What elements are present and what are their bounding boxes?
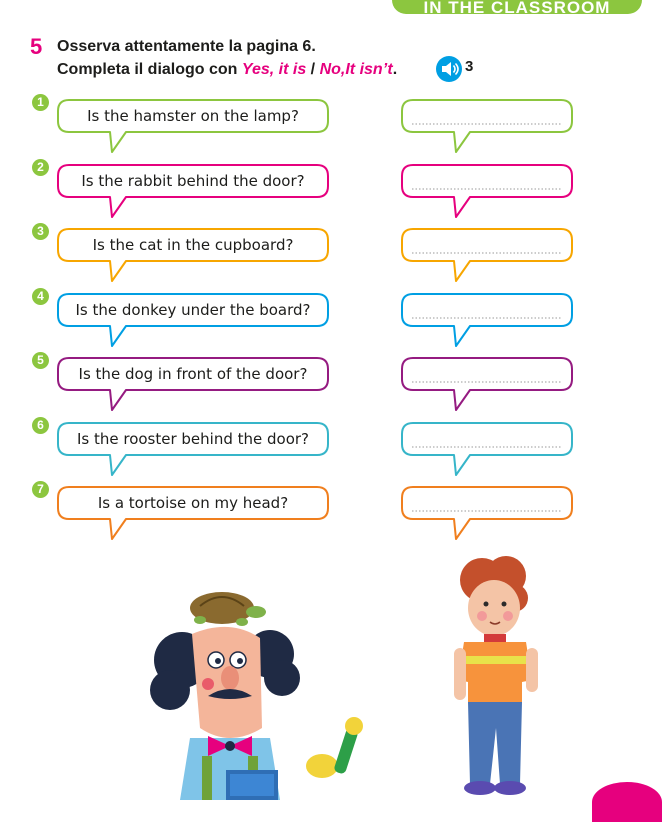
answer-bubble-7-outline — [402, 487, 572, 539]
answer-bubble-5-outline — [402, 358, 572, 410]
item-number-6: 6 — [32, 417, 49, 434]
item-number-3: 3 — [32, 223, 49, 240]
question-text-5: Is the dog in front of the door? — [78, 365, 308, 383]
instruction-prefix: Completa il dialogo con — [57, 61, 242, 78]
question-text-4: Is the donkey under the board? — [75, 301, 311, 319]
item-number-1: 1 — [32, 94, 49, 111]
answer-bubble-7[interactable] — [400, 485, 574, 543]
answer-bubble-5[interactable] — [400, 356, 574, 414]
option-no: No,It isn’t — [319, 61, 393, 78]
answer-bubble-3[interactable] — [400, 227, 574, 285]
header-tab — [392, 0, 642, 17]
option-separator: / — [306, 61, 320, 78]
option-yes: Yes, it is — [241, 61, 307, 78]
instruction-line-1: Osserva attentamente la pagina 6. — [57, 38, 316, 55]
question-text-1: Is the hamster on the lamp? — [87, 107, 299, 125]
answer-bubble-4-outline — [402, 294, 572, 346]
answer-bubble-3-outline — [402, 229, 572, 281]
answer-bubble-2[interactable] — [400, 163, 574, 221]
page-corner-tab — [592, 782, 662, 822]
instruction-period: . — [392, 61, 398, 78]
item-number-2: 2 — [32, 159, 49, 176]
item-number-5: 5 — [32, 352, 49, 369]
answer-bubble-4[interactable] — [400, 292, 574, 350]
question-text-3: Is the cat in the cupboard? — [92, 236, 294, 254]
boy-illustration-icon — [440, 552, 550, 800]
question-text-6: Is the rooster behind the door? — [76, 430, 310, 448]
man-illustration-icon — [130, 578, 390, 800]
question-text-2: Is the rabbit behind the door? — [81, 172, 305, 190]
answer-bubble-1-outline — [402, 100, 572, 152]
header-title: IN THE CLASSROOM — [423, 0, 611, 17]
track-number: 3 — [465, 58, 474, 75]
answer-bubble-2-outline — [402, 165, 572, 217]
question-text-7: Is a tortoise on my head? — [97, 494, 289, 512]
answer-bubble-6-outline — [402, 423, 572, 475]
answer-bubble-1[interactable] — [400, 98, 574, 156]
instruction-line-2 — [57, 61, 397, 79]
answer-bubble-6[interactable] — [400, 421, 574, 479]
item-number-7: 7 — [32, 481, 49, 498]
exercise-number: 5 — [30, 34, 43, 59]
speaker-icon[interactable] — [435, 55, 463, 83]
item-number-4: 4 — [32, 288, 49, 305]
